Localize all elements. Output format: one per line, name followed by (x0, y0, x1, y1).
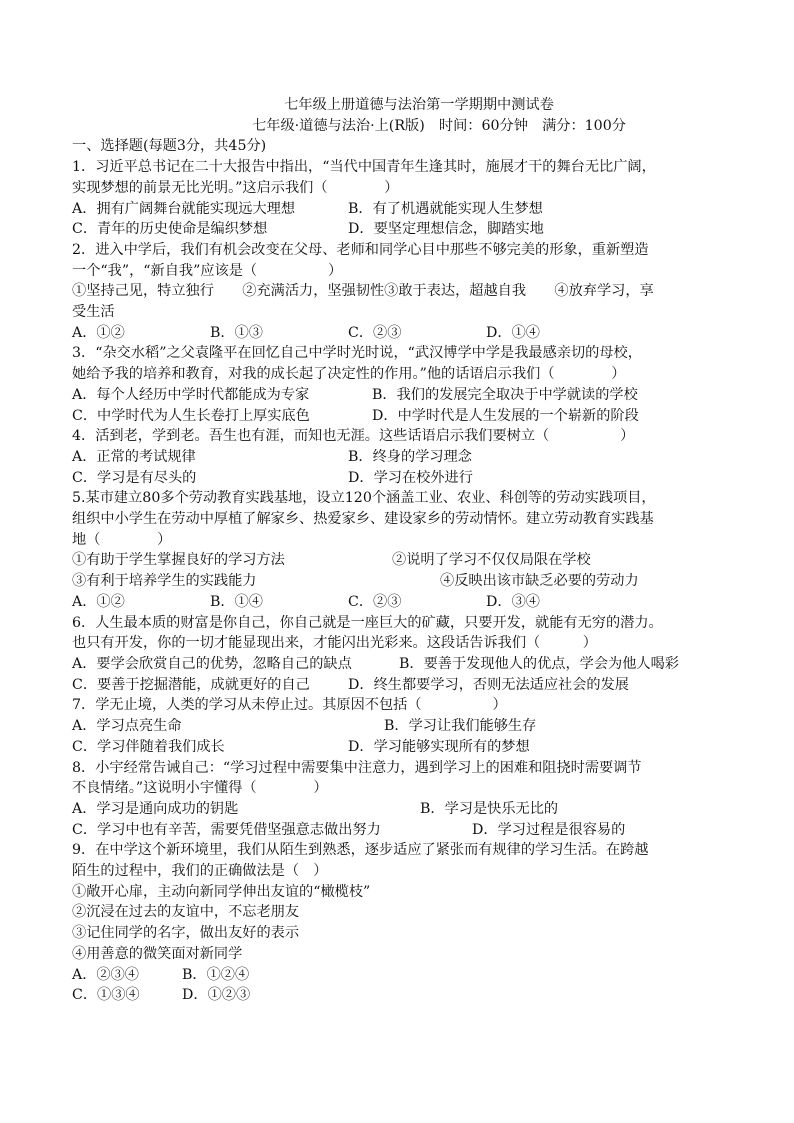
question-stem: 实现梦想的前景无比光明。”这启示我们（ ） (72, 179, 399, 196)
option-d: D．①④ (486, 324, 540, 341)
option-row (72, 799, 722, 820)
option-c: C．要善于挖掘潜能，成就更好的自己 (72, 676, 310, 693)
option-a: A．拥有广阔舞台就能实现远大理想 (72, 200, 296, 217)
exam-subtitle: 七年级·道德与法治·上(R版) 时间：60分钟 满分：100分 (252, 117, 626, 134)
statement-list: 受生活 (72, 304, 115, 321)
question-5 (72, 488, 722, 612)
question-9 (72, 840, 722, 1006)
option-row (72, 468, 722, 489)
question-7 (72, 695, 722, 757)
option-c: C．学习伴随着我们成长 (72, 738, 225, 755)
question-stem: 也只有开发，你的一切才能显现出来，才能闪出光彩来。这段话告诉我们（ ） (72, 635, 597, 652)
statement-list: ①坚持己见，特立独行 ②充满活力，坚强韧性③敢于表达，超越自我 ④放弃学习，享 (72, 283, 654, 300)
option-row (72, 965, 722, 986)
option-a: A．①② (72, 593, 125, 610)
option-row (72, 592, 722, 613)
question-stem: 地（ ） (72, 531, 172, 548)
statement-1: ①有助于学生掌握良好的学习方法 (72, 552, 285, 569)
option-row (72, 716, 722, 737)
question-1 (72, 157, 722, 240)
option-b: B．①④ (210, 593, 263, 610)
option-a: A．①② (72, 324, 125, 341)
option-row (72, 219, 722, 240)
option-a: A．学习点亮生命 (72, 718, 182, 735)
question-stem: 4．活到老，学到老。吾生也有涯，而知也无涯。这些话语启示我们要树立（ ） (72, 428, 635, 445)
option-d: D．③④ (486, 593, 540, 610)
option-row (72, 323, 722, 344)
question-2 (72, 240, 722, 344)
question-stem: 不良情绪。”这说明小宇懂得（ ） (72, 780, 328, 797)
question-stem: 2．进入中学后，我们有机会改变在父母、老师和同学心目中那些不够完美的形象，重新塑造 (72, 241, 649, 258)
statement-2: ②说明了学习不仅仅局限在学校 (392, 552, 591, 569)
option-row (72, 737, 722, 758)
option-d: D．学习能够实现所有的梦想 (348, 738, 530, 755)
option-row (72, 985, 722, 1006)
question-stem: 8．小宇经常告诫自己：“学习过程中需要集中注意力，遇到学习上的困难和阻挠时需要调节 (72, 759, 642, 776)
option-a: A．学习是通向成功的钥匙 (72, 800, 239, 817)
option-d: D．终生都要学习，否则无法适应社会的发展 (348, 676, 629, 693)
option-row (72, 820, 722, 841)
option-row (72, 654, 722, 675)
question-stem: 7．学无止境，人类的学习从未停止过。其原因不包括（ ） (72, 697, 507, 714)
question-stem: 一个“我”，“新自我”应该是（ ） (72, 262, 343, 279)
option-b: B．我们的发展完全取决于中学就读的学校 (372, 386, 638, 403)
question-stem: 1．习近平总书记在二十大报告中指出，“当代中国青年生逢其时，施展才干的舞台无比广阔， (72, 159, 656, 176)
option-row (72, 447, 722, 468)
question-stem: 她给予我的培养和教育，对我的成长起了决定性的作用。”他的话语启示我们（ ） (72, 366, 626, 383)
section-heading: 一、选择题(每题3分，共45分) (72, 138, 267, 155)
option-row (72, 675, 722, 696)
statement-4: ④反映出该市缺乏必要的劳动力 (440, 573, 639, 590)
question-6 (72, 613, 722, 696)
exam-content (72, 95, 722, 1006)
option-c: C．②③ (348, 324, 402, 341)
question-4 (72, 426, 722, 488)
option-a: A．正常的考试规律 (72, 448, 196, 465)
question-stem: 6．人生最本质的财富是你自己，你自己就是一座巨大的矿藏，只要开发，就能有无穷的潜力。 (72, 614, 663, 631)
option-row (72, 385, 722, 406)
option-d: D．学习在校外进行 (348, 469, 473, 486)
question-stem: 9．在中学这个新环境里，我们从陌生到熟悉，逐步适应了紧张而有规律的学习生活。在跨越 (72, 842, 649, 859)
statement-3: ③有利于培养学生的实践能力 (72, 573, 257, 590)
statement-3: ③记住同学的名字，做出友好的表示 (72, 925, 300, 942)
option-d: D．学习过程是很容易的 (472, 821, 626, 838)
option-row (72, 199, 722, 220)
question-stem: 5.某市建立80多个劳动教育实践基地，设立120个涵盖工业、农业、科创等的劳动实践项目， (72, 490, 656, 507)
statement-4: ④用善意的微笑面对新同学 (72, 945, 243, 962)
exam-title: 七年级上册道德与法治第一学期期中测试卷 (284, 97, 554, 113)
statement-1: ①敞开心扉，主动向新同学伸出友谊的“橄榄枝” (72, 883, 371, 900)
question-stem: 3．“杂交水稻”之父袁隆平在回忆自己中学时光时说，“武汉博学中学是我最感亲切的母校， (72, 345, 642, 362)
question-stem: 陌生的过程中，我们的正确做法是（ ） (72, 863, 328, 880)
option-a: A．每个人经历中学时代都能成为专家 (72, 386, 310, 403)
option-a: A．②③④ (72, 966, 139, 983)
option-d: D．要坚定理想信念，脚踏实地 (348, 221, 544, 238)
question-stem: 组织中小学生在劳动中厚植了解家乡、热爱家乡、建设家乡的劳动情怀。建立劳动教育实践基 (72, 511, 654, 528)
option-b: B．①②④ (182, 966, 250, 983)
option-d: D．①②③ (182, 987, 251, 1004)
option-c: C．中学时代为人生长卷打上厚实底色 (72, 407, 310, 424)
option-row (72, 406, 722, 427)
question-8 (72, 758, 722, 841)
option-b: B．终身的学习理念 (348, 448, 472, 465)
option-c: C．①③④ (72, 987, 140, 1004)
option-c: C．学习是有尽头的 (72, 469, 197, 486)
option-b: B．要善于发现他人的优点，学会为他人喝彩 (399, 655, 679, 672)
question-3 (72, 343, 722, 426)
option-a: A．要学会欣赏自己的优势，忽略自己的缺点 (72, 655, 352, 672)
option-b: B．学习让我们能够生存 (384, 718, 537, 735)
statement-row (72, 550, 722, 571)
option-b: B．①③ (210, 324, 263, 341)
option-c: C．学习中也有辛苦，需要凭借坚强意志做出努力 (72, 821, 381, 838)
statement-2: ②沉浸在过去的友谊中，不忘老朋友 (72, 904, 300, 921)
option-c: C．②③ (348, 593, 402, 610)
option-c: C．青年的历史使命是编织梦想 (72, 221, 268, 238)
statement-row (72, 571, 722, 592)
option-b: B．学习是快乐无比的 (420, 800, 559, 817)
option-b: B．有了机遇就能实现人生梦想 (348, 200, 543, 217)
option-d: D．中学时代是人生发展的一个崭新的阶段 (372, 407, 639, 424)
